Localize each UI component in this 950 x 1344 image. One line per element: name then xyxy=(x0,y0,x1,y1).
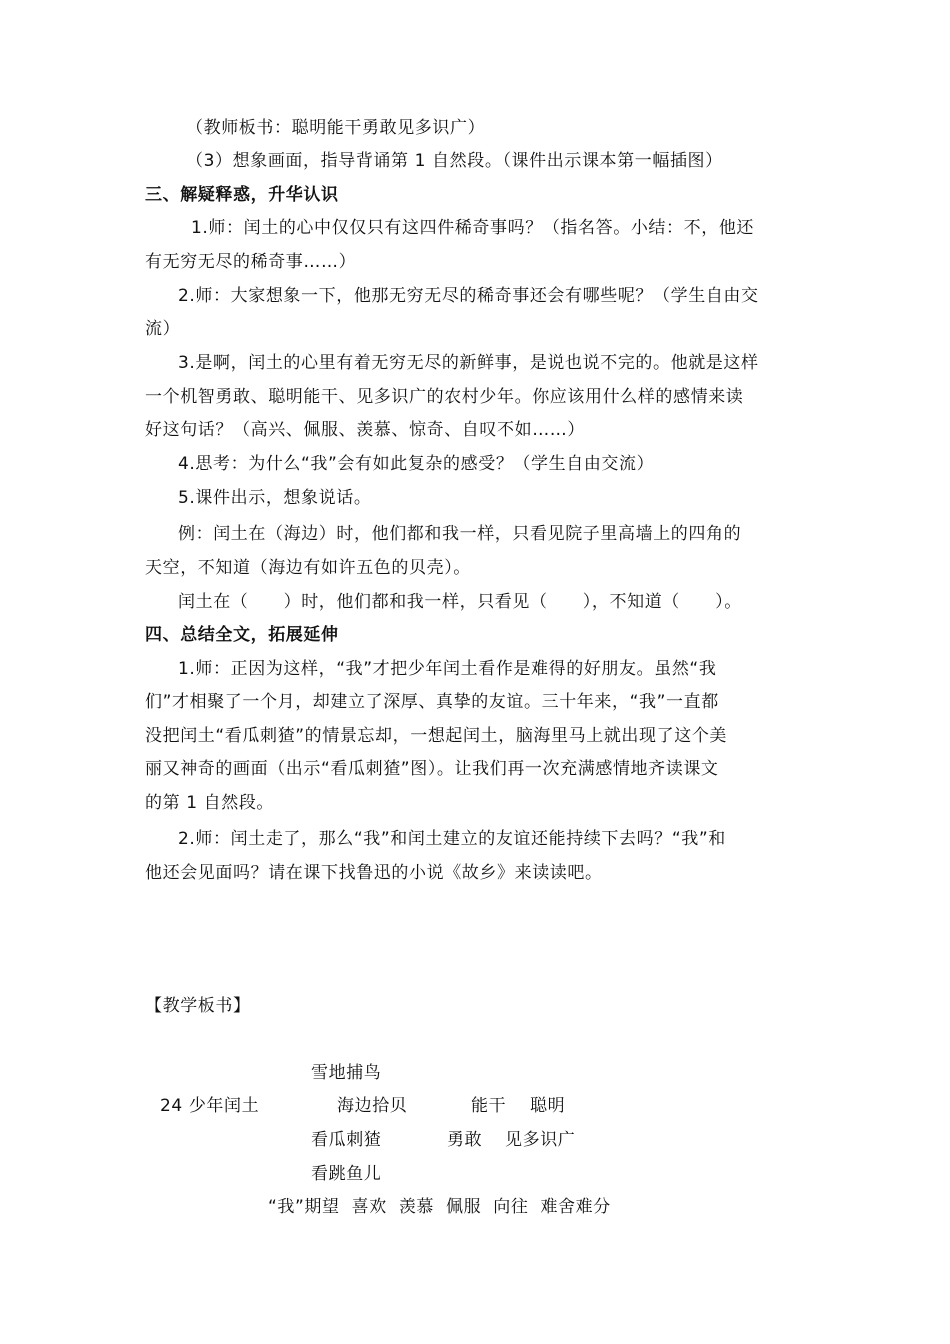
summary-1-line-5: 的第 1 自然段。 xyxy=(145,793,275,813)
summary-1-line-1: 1.师：正因为这样，“我”才把少年闰土看作是难得的好朋友。虽然“我 xyxy=(178,659,717,679)
summary-2-line-2: 他还会见面吗？请在课下找鲁迅的小说《故乡》来读读吧。 xyxy=(145,863,603,883)
para-5-line: 5.课件出示，想象说话。 xyxy=(178,488,372,508)
board-trait-brave: 勇敢 xyxy=(447,1130,483,1150)
board-event-3: 看瓜刺猹 xyxy=(311,1130,382,1150)
board-heading: 【教学板书】 xyxy=(145,996,251,1016)
board-trait-capable: 能干 xyxy=(471,1096,507,1116)
para-2-line-1: 2.师：大家想象一下，他那无穷无尽的稀奇事还会有哪些呢？（学生自由交 xyxy=(178,286,759,306)
section-3-heading: 三、解疑释惑，升华认识 xyxy=(145,185,339,205)
summary-1-line-3: 没把闰土“看瓜刺猹”的情景忘却，一想起闰土，脑海里马上就出现了这个美 xyxy=(145,726,728,746)
para-3-line-1: 3.是啊，闰土的心里有着无穷无尽的新鲜事，是说也说不完的。他就是这样 xyxy=(178,353,759,373)
board-feelings: “我”期望 喜欢 羡慕 佩服 向往 难舍难分 xyxy=(268,1197,611,1217)
para-1-line-1: 1.师：闰土的心中仅仅只有这四件稀奇事吗？（指名答。小结：不，他还 xyxy=(191,218,755,238)
summary-1-line-2: 们”才相聚了一个月，却建立了深厚、真挚的友谊。三十年来，“我”一直都 xyxy=(145,692,719,712)
example-line-1: 例：闰土在（海边）时，他们都和我一样，只看见院子里高墙上的四角的 xyxy=(178,524,742,544)
fill-blank-line: 闰土在（ ）时，他们都和我一样，只看见（ ），不知道（ ）。 xyxy=(178,592,742,612)
para-1-line-2: 有无穷无尽的稀奇事……） xyxy=(145,252,357,272)
para-3-line-3: 好这句话？（高兴、佩服、羡慕、惊奇、自叹不如……） xyxy=(145,420,585,440)
board-trait-clever: 聪明 xyxy=(530,1096,566,1116)
para-2-line-2: 流） xyxy=(145,319,181,339)
teacher-board-note: （教师板书：聪明能干勇敢见多识广） xyxy=(186,118,486,138)
board-trait-knowledgeable: 见多识广 xyxy=(505,1130,576,1150)
board-event-2: 海边拾贝 xyxy=(337,1096,408,1116)
para-4-line: 4.思考：为什么“我”会有如此复杂的感受？（学生自由交流） xyxy=(178,454,655,474)
step-3-line: （3）想象画面，指导背诵第 1 自然段。（课件出示课本第一幅插图） xyxy=(186,151,723,171)
summary-1-line-4: 丽又神奇的画面（出示“看瓜刺猹”图）。让我们再一次充满感情地齐读课文 xyxy=(145,759,719,779)
example-line-2: 天空，不知道（海边有如许五色的贝壳）。 xyxy=(145,558,471,578)
board-title: 24 少年闰土 xyxy=(160,1096,260,1116)
para-3-line-2: 一个机智勇敢、聪明能干、见多识广的农村少年。你应该用什么样的感情来读 xyxy=(145,387,744,407)
summary-2-line-1: 2.师：闰土走了，那么“我”和闰土建立的友谊还能持续下去吗？“我”和 xyxy=(178,829,726,849)
section-4-heading: 四、总结全文，拓展延伸 xyxy=(145,625,339,645)
board-event-4: 看跳鱼儿 xyxy=(311,1164,382,1184)
board-event-1: 雪地捕鸟 xyxy=(311,1063,382,1083)
